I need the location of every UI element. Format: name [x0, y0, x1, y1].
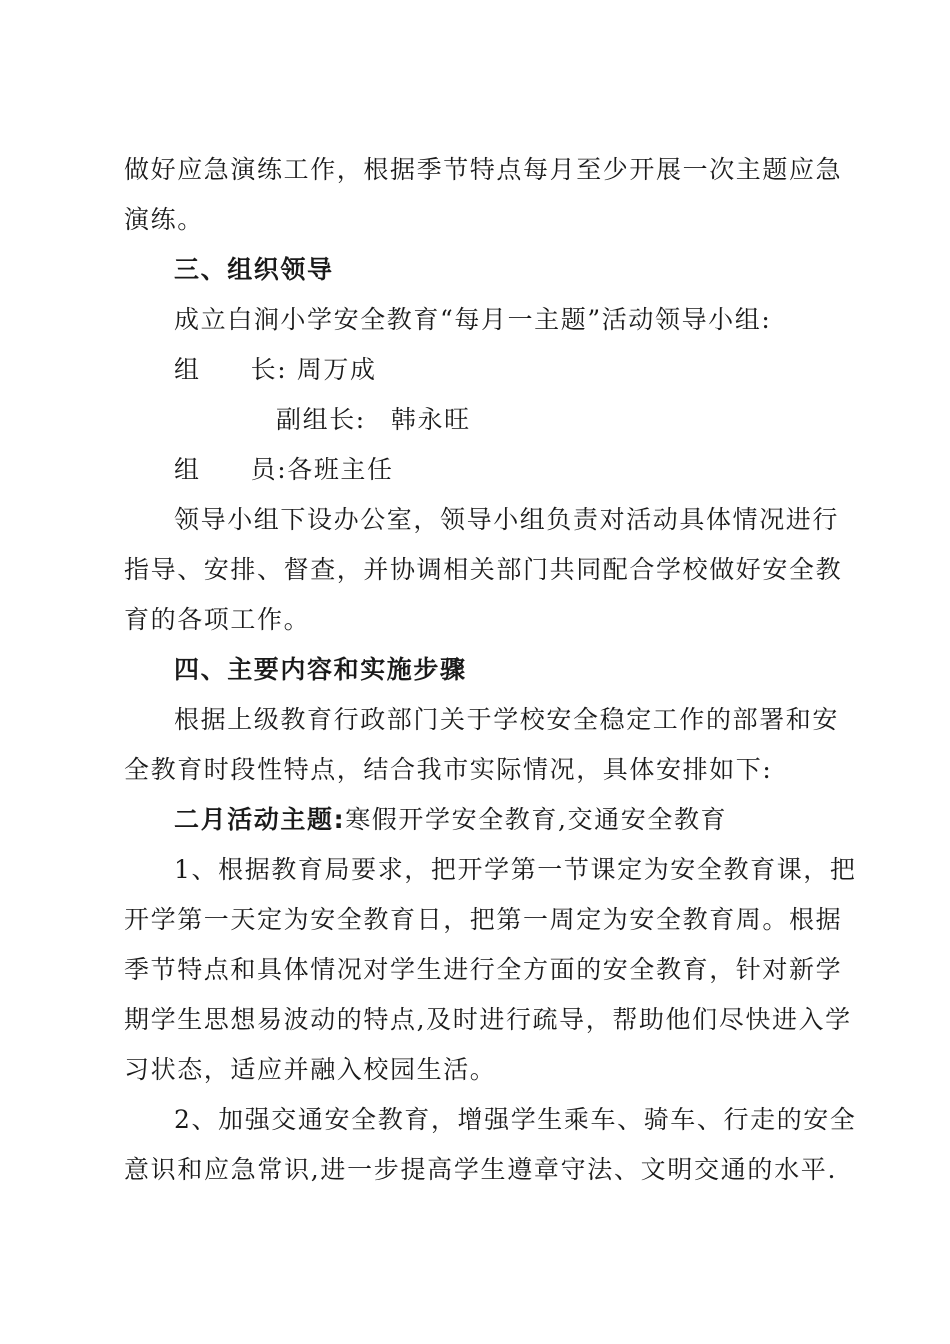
paragraph-line: 开学第一天定为安全教育日，把第一周定为安全教育周。根据	[124, 905, 843, 934]
paragraph-line: 意识和应急常识,进一步提高学生遵章守法、文明交通的水平.	[124, 1155, 836, 1184]
paragraph-line: 演练。	[124, 205, 204, 234]
paragraph-line: 季节特点和具体情况对学生进行全方面的安全教育，针对新学	[124, 955, 843, 984]
month-topic-text: 寒假开学安全教育,交通安全教育	[345, 805, 728, 834]
paragraph-line: 期学生思想易波动的特点,及时进行疏导，帮助他们尽快进入学	[124, 1005, 852, 1034]
paragraph-line: 育的各项工作。	[124, 605, 311, 634]
leader-label-part: 组	[174, 355, 201, 384]
paragraph-line: 全教育时段性特点，结合我市实际情况，具体安排如下:	[124, 755, 773, 784]
paragraph-line: 指导、安排、督查，并协调相关部门共同配合学校做好安全教	[124, 555, 843, 584]
month-topic-label: 二月活动主题:	[174, 805, 346, 834]
paragraph-line: 1、根据教育局要求，把开学第一节课定为安全教育课，把	[174, 855, 857, 884]
member-label-part: 员:	[250, 455, 288, 484]
section-heading: 三、组织领导	[174, 255, 334, 284]
deputy-name: 韩永旺	[390, 405, 471, 434]
member-row	[174, 453, 886, 487]
leader-label-part: 长:	[250, 355, 288, 384]
paragraph-line: 成立白涧小学安全教育“每月一主题”活动领导小组:	[174, 305, 772, 334]
deputy-row	[276, 403, 950, 437]
leader-row	[174, 353, 886, 387]
section-heading: 四、主要内容和实施步骤	[174, 655, 467, 684]
paragraph-line: 领导小组下设办公室，领导小组负责对活动具体情况进行	[174, 505, 840, 534]
deputy-label: 副组长:	[276, 405, 366, 434]
month-topic-row	[174, 803, 886, 837]
paragraph-line: 习状态，适应并融入校园生活。	[124, 1055, 497, 1084]
paragraph-line: 根据上级教育行政部门关于学校安全稳定工作的部署和安	[174, 705, 840, 734]
member-label-part: 组	[174, 455, 201, 484]
paragraph-line: 2、加强交通安全教育，增强学生乘车、骑车、行走的安全	[174, 1105, 857, 1134]
member-name: 各班主任	[287, 455, 394, 484]
leader-name: 周万成	[296, 355, 377, 384]
paragraph-line: 做好应急演练工作，根据季节特点每月至少开展一次主题应急	[124, 155, 843, 184]
